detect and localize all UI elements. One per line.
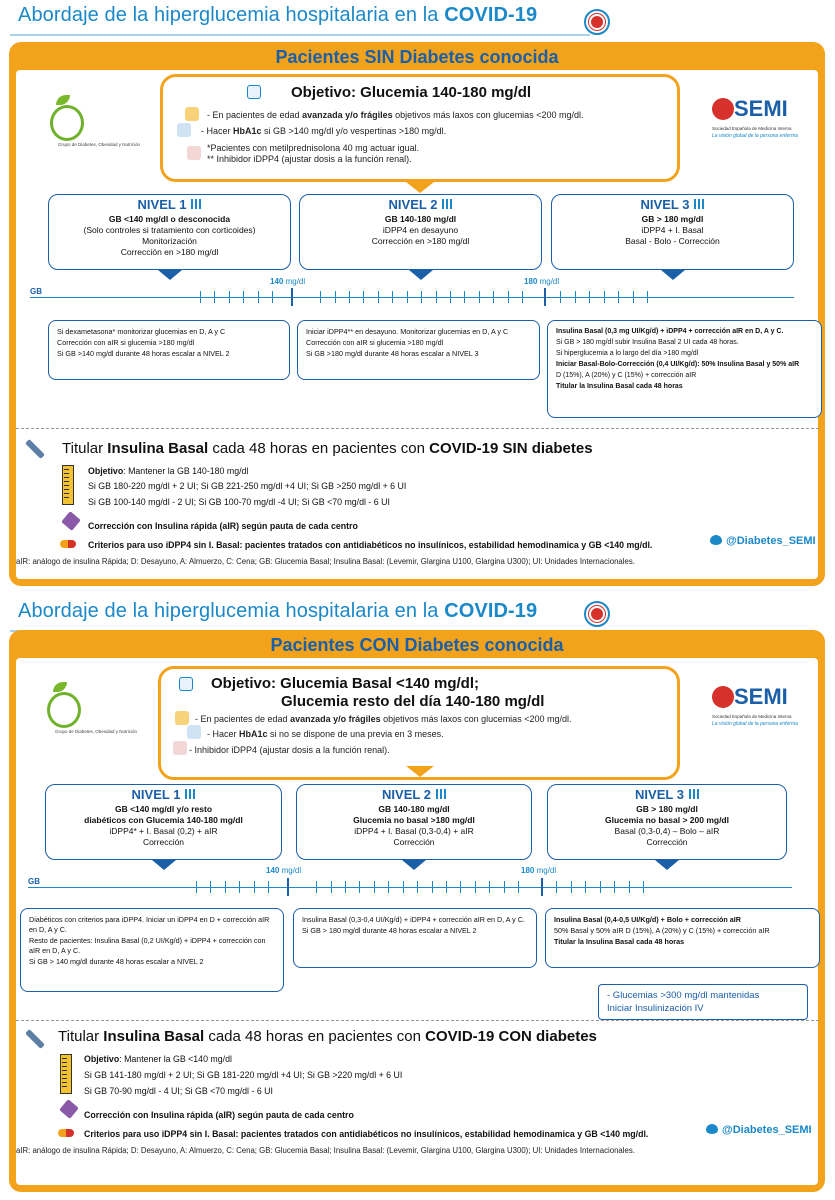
axis-tick — [571, 881, 572, 893]
twitter-handle[interactable]: @Diabetes_SEMI — [710, 535, 816, 547]
section-sin-diabetes — [0, 0, 835, 595]
criteria-note: Criterios para uso iDPP4 sin I. Basal: pacientes tratados con antidiabéticos no insulínicos, estabilidad hemodinamica y GB <140 mg/dl. — [88, 540, 653, 550]
axis-tick — [407, 291, 408, 303]
semi-logo: SEMI Sociedad Española de Medicina Interna La visión global de la persona enferma — [712, 684, 798, 727]
objective-title: Glucemia resto del día 140-180 mg/dl — [281, 693, 545, 710]
axis-threshold-180 — [541, 878, 543, 896]
group-logo: Grupo de Diabetes, Obesidad y Nutrición — [45, 682, 155, 762]
ruler-icon — [60, 1054, 72, 1094]
axis-tick — [633, 291, 634, 303]
titration-rule: Si GB 70-90 mg/dl - 4 UI; Si GB <70 mg/dl - 6 UI — [84, 1086, 273, 1096]
level-3-detail: Insulina Basal (0,3 mg UI/Kg/d) + iDPP4 + corrección aIR en D, A y C. Si GB > 180 mg/dl subir Insulina Basal 2 UI cada 48 horas. Si hiperglucemia a lo largo del día >180 mg/dl Iniciar Basal-Bolo-Corrección (0,4 UI/Kg/d): 50% Insulina Basal y 50% aIR D (15%), A (20%) y C (15%) + corrección aIR Titular la Insulina Basal cada 48 horas — [547, 320, 822, 418]
axis-tick — [464, 291, 465, 303]
level-2-detail: Iniciar iDPP4** en desayuno. Monitorizar glucemias en D, A y C Corrección con aIR si glucemia >180 mg/dl Si GB >180 mg/dl durante 48 horas escalar a NIVEL 3 — [297, 320, 540, 380]
axis-tick — [647, 291, 648, 303]
level-2-arrow — [402, 860, 426, 870]
correction-note: Corrección con Insulina rápida (aIR) según pauta de cada centro — [84, 1110, 354, 1120]
axis-tick — [556, 881, 557, 893]
titration-goal: Objetivo: Mantener la GB 140-180 mg/dl — [88, 466, 249, 476]
ruler-icon — [62, 465, 74, 505]
axis-threshold-140 — [291, 288, 293, 306]
axis-tick — [522, 291, 523, 303]
axis-tick — [243, 291, 244, 303]
objective-line: - En pacientes de edad avanzada y/o frágiles objetivos más laxos con glucemias <200 mg/dl. — [195, 714, 572, 724]
axis-tick — [210, 881, 211, 893]
axis-tick — [258, 291, 259, 303]
capsule-icon — [58, 1129, 74, 1137]
axis-tick — [436, 291, 437, 303]
axis-tick — [349, 291, 350, 303]
objective-note: *Pacientes con metilprednisolona 40 mg actuar igual. — [207, 143, 420, 153]
lab-icon — [177, 123, 191, 137]
axis-tick — [493, 291, 494, 303]
axis-tick — [479, 291, 480, 303]
level-1-box: NIVEL 1 GB <140 mg/dl o desconocida (Solo controles si tratamiento con corticoides) Monitorización Corrección en >180 mg/dl — [48, 194, 291, 270]
level-2-detail: Insulina Basal (0,3-0,4 UI/Kg/d) + iDPP4 + corrección aIR en D, A y C. Si GB > 180 mg/dl durante 48 horas escalar a NIVEL 2 — [293, 908, 537, 968]
axis-tick — [359, 881, 360, 893]
axis-tick — [421, 291, 422, 303]
divider — [16, 428, 819, 429]
glucose-axis — [30, 297, 794, 298]
panel-title: Pacientes SIN Diabetes conocida — [275, 47, 559, 67]
axis-tick — [272, 291, 273, 303]
objective-line: - Hacer HbA1c si no se dispone de una previa en 3 meses. — [207, 729, 444, 739]
axis-tick — [331, 881, 332, 893]
iv-insulin-note: - Glucemias >300 mg/dl mantenidas Iniciar Insulinización IV — [598, 984, 808, 1020]
axis-tick — [460, 881, 461, 893]
glucose-axis — [28, 887, 792, 888]
axis-label-180: 180 mg/dl — [521, 866, 557, 875]
objective-note: ** Inhibidor iDPP4 (ajustar dosis a la función renal). — [207, 154, 412, 164]
axis-tick — [374, 881, 375, 893]
axis-tick — [254, 881, 255, 893]
twitter-handle[interactable]: @Diabetes_SEMI — [706, 1124, 812, 1136]
group-logo: Grupo de Diabetes, Obesidad y Nutrición — [48, 95, 158, 175]
axis-tick — [196, 881, 197, 893]
titration-rule: Si GB 141-180 mg/dl + 2 UI; Si GB 181-220 mg/dl +4 UI; Si GB >220 mg/dl + 6 UI — [84, 1070, 403, 1080]
objective-line: - Inhibidor iDPP4 (ajustar dosis a la función renal). — [189, 745, 390, 755]
section-con-diabetes — [0, 596, 835, 1200]
axis-threshold-140 — [287, 878, 289, 896]
level-1-detail: Diabéticos con criterios para iDPP4. Iniciar un iDPP4 en D + corrección aIR en D, A y C. Resto de pacientes: Insulina Basal (0,2 UI/Kg/d) + iDPP4 + corrección con aIR en D, A y C. Si GB > 140 mg/dl durante 48 horas escalar a NIVEL 2 — [20, 908, 284, 992]
axis-label-140: 140 mg/dl — [270, 277, 306, 286]
signal-bars-icon — [191, 199, 201, 209]
axis-tick — [614, 881, 615, 893]
titration-rule: Si GB 180-220 mg/dl + 2 UI; Si GB 221-250 mg/dl +4 UI; Si GB >250 mg/dl + 6 UI — [88, 481, 407, 491]
objective-box — [158, 666, 680, 780]
axis-tick — [629, 881, 630, 893]
criteria-note: Criterios para uso iDPP4 sin I. Basal: pacientes tratados con antidiabéticos no insulínicos, estabilidad hemodinamica y GB <140 mg/dl. — [84, 1129, 649, 1139]
glucometer-icon — [247, 85, 261, 99]
objective-title: Objetivo: Glucemia 140-180 mg/dl — [291, 84, 532, 101]
lab-icon — [187, 725, 201, 739]
elderly-icon — [175, 711, 189, 725]
section-title: Abordaje de la hiperglucemia hospitalaria en la COVID-19 — [18, 600, 538, 622]
objective-box — [160, 74, 680, 182]
axis-label-180: 180 mg/dl — [524, 277, 560, 286]
signal-bars-icon — [185, 789, 195, 799]
axis-tick — [363, 291, 364, 303]
titration-title: Titular Insulina Basal cada 48 horas en pacientes con COVID-19 CON diabetes — [58, 1028, 597, 1045]
objective-arrow — [406, 766, 434, 777]
axis-tick — [268, 881, 269, 893]
axis-tick — [417, 881, 418, 893]
axis-tick — [239, 881, 240, 893]
level-3-detail: Insulina Basal (0,4-0,5 UI/Kg/d) + Bolo + corrección aIR 50% Basal y 50% aIR D (15%), A (20%) y C (15%) + corrección aIR Titular la Insulina Basal cada 48 horas — [545, 908, 820, 968]
titration-rule: Si GB 100-140 mg/dl - 2 UI; Si GB 100-70 mg/dl -4 UI; Si GB <70 mg/dl - 6 UI — [88, 497, 390, 507]
signal-bars-icon — [689, 789, 699, 799]
pill-icon — [187, 146, 201, 160]
axis-tick — [229, 291, 230, 303]
axis-tick — [575, 291, 576, 303]
level-1-arrow — [152, 860, 176, 870]
axis-tick — [618, 291, 619, 303]
axis-tick — [446, 881, 447, 893]
correction-note: Corrección con Insulina rápida (aIR) según pauta de cada centro — [88, 521, 358, 531]
axis-tick — [200, 291, 201, 303]
semi-logo: SEMI Sociedad Española de Medicina Interna La visión global de la persona enferma — [712, 96, 798, 139]
level-1-detail: Si dexametasona* monitorizar glucemias en D, A y C Corrección con aIR si glucemia >180 mg/dl Si GB >140 mg/dl durante 48 horas escalar a NIVEL 2 — [48, 320, 290, 380]
axis-tick — [432, 881, 433, 893]
axis-threshold-180 — [544, 288, 546, 306]
axis-tick — [475, 881, 476, 893]
axis-tick — [585, 881, 586, 893]
axis-tick — [508, 291, 509, 303]
abbreviations-footer: aIR: análogo de insulina Rápida; D: Desayuno, A: Almuerzo, C: Cena; GB: Glucemia Basal; Insulina Basal: (Levemir, Glargina U100, Glargina U300); UI: Unidades Internacionales. — [16, 1146, 635, 1155]
axis-gb-label: GB — [28, 877, 40, 886]
level-3-arrow — [661, 270, 685, 280]
objective-title: Objetivo: Glucemia Basal <140 mg/dl; — [211, 675, 480, 692]
level-3-arrow — [655, 860, 679, 870]
signal-bars-icon — [442, 199, 452, 209]
axis-tick — [378, 291, 379, 303]
signal-bars-icon — [436, 789, 446, 799]
axis-tick — [600, 881, 601, 893]
coronavirus-icon — [584, 601, 610, 627]
axis-tick — [225, 881, 226, 893]
pill-icon — [173, 741, 187, 755]
level-2-arrow — [409, 270, 433, 280]
level-2-box: NIVEL 2 GB 140-180 mg/dl iDPP4 en desayuno Corrección en >180 mg/dl — [299, 194, 542, 270]
title-underline — [10, 34, 590, 36]
axis-tick — [345, 881, 346, 893]
axis-tick — [392, 291, 393, 303]
level-1-box: NIVEL 1 GB <140 mg/dl y/o resto diabéticos con Glucemia 140-180 mg/dl iDPP4* + I. Basal (0,2) + aIR Corrección — [45, 784, 282, 860]
twitter-icon — [706, 1124, 718, 1134]
axis-tick — [316, 881, 317, 893]
capsule-icon — [60, 540, 76, 548]
elderly-icon — [185, 107, 199, 121]
axis-tick — [320, 291, 321, 303]
level-1-arrow — [158, 270, 182, 280]
axis-tick — [589, 291, 590, 303]
axis-tick — [489, 881, 490, 893]
axis-tick — [504, 881, 505, 893]
titration-title: Titular Insulina Basal cada 48 horas en pacientes con COVID-19 SIN diabetes — [62, 440, 593, 457]
divider — [16, 1020, 819, 1021]
coronavirus-icon — [584, 9, 610, 35]
axis-tick — [388, 881, 389, 893]
abbreviations-footer: aIR: análogo de insulina Rápida; D: Desayuno, A: Almuerzo, C: Cena; GB: Glucemia Basal; Insulina Basal: (Levemir, Glargina U100, Glargina U300); UI: Unidades Internacionales. — [16, 557, 635, 566]
panel-title: Pacientes CON Diabetes conocida — [270, 635, 564, 655]
axis-tick — [403, 881, 404, 893]
level-3-box: NIVEL 3 GB > 180 mg/dl Glucemia no basal > 200 mg/dl Basal (0,3-0,4) – Bolo – aIR Corrección — [547, 784, 787, 860]
objective-line: - Hacer HbA1c si GB >140 mg/dl y/o vespertinas >180 mg/dl. — [201, 126, 447, 136]
axis-label-140: 140 mg/dl — [266, 866, 302, 875]
level-3-box: NIVEL 3 GB > 180 mg/dl iDPP4 + I. Basal Basal - Bolo - Corrección — [551, 194, 794, 270]
level-2-box: NIVEL 2 GB 140-180 mg/dl Glucemia no basal >180 mg/dl iDPP4 + I. Basal (0,3-0,4) + aIR Corrección — [296, 784, 532, 860]
axis-tick — [450, 291, 451, 303]
axis-tick — [560, 291, 561, 303]
glucometer-icon — [179, 677, 193, 691]
axis-gb-label: GB — [30, 287, 42, 296]
axis-tick — [643, 881, 644, 893]
objective-arrow — [406, 182, 434, 193]
axis-tick — [518, 881, 519, 893]
axis-tick — [604, 291, 605, 303]
axis-tick — [335, 291, 336, 303]
objective-line: - En pacientes de edad avanzada y/o frágiles objetivos más laxos con glucemias <200 mg/dl. — [207, 110, 584, 120]
signal-bars-icon — [694, 199, 704, 209]
twitter-icon — [710, 535, 722, 545]
titration-goal: Objetivo: Mantener la GB <140 mg/dl — [84, 1054, 232, 1064]
section-title: Abordaje de la hiperglucemia hospitalaria en la COVID-19 — [18, 4, 538, 26]
axis-tick — [214, 291, 215, 303]
